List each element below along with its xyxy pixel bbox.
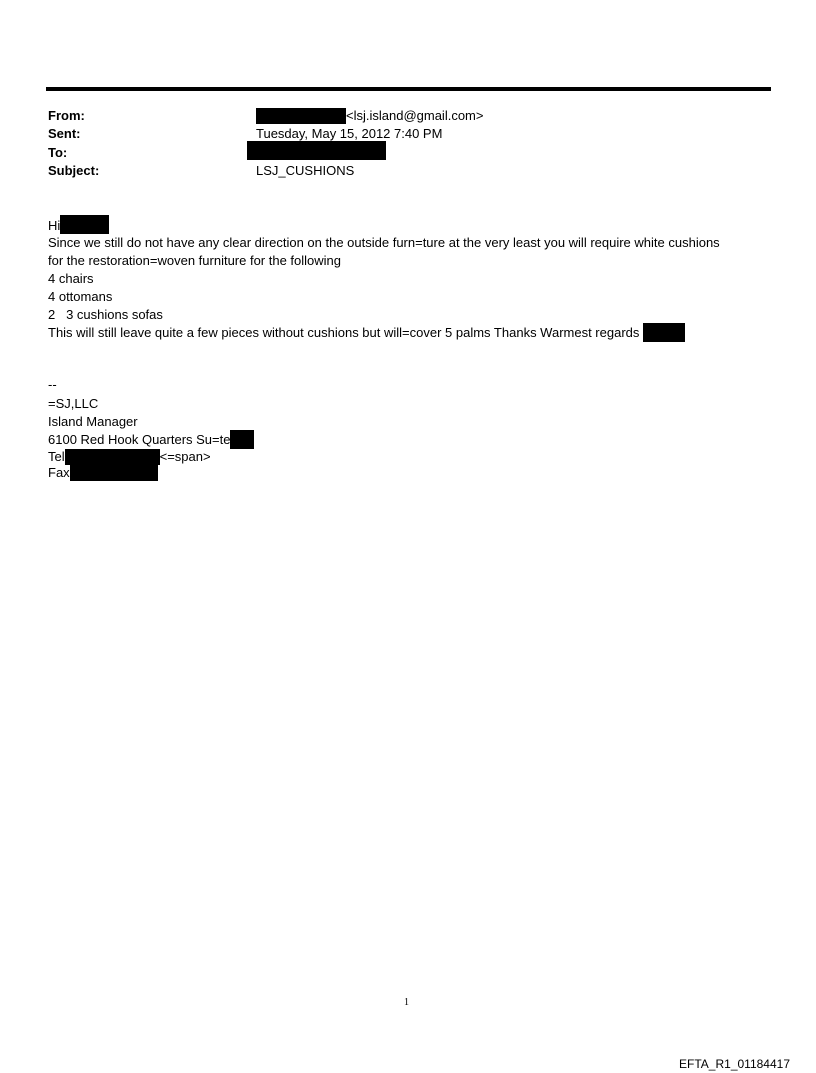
signature-address [48,432,254,449]
redaction-box [247,141,386,160]
list-item: 4 ottomans [48,289,113,304]
from-value [256,108,483,124]
page-number: 1 [404,997,409,1008]
greeting-line [48,218,109,234]
redaction-box [60,215,109,234]
signature-title: Island Manager [48,414,138,429]
signature-fax [48,465,158,481]
list-item: 4 chairs [48,271,94,286]
to-value [247,141,386,160]
fax-prefix: Fax [48,465,70,480]
closing-text: This will still leave quite a few pieces without cushions but will=cover 5 palms Thanks Warmest regards [48,325,640,340]
signature-company: =SJ,LLC [48,396,99,411]
list-item: 2 3 cushions sofas [48,307,163,322]
tel-suffix: <=span> [159,449,211,464]
body-line-3 [48,325,685,342]
greeting: Hi [48,218,61,233]
to-label: To: [48,145,68,160]
redaction-box [643,323,685,342]
tel-prefix: Tel [48,449,65,464]
address-text: 6100 Red Hook Quarters Su=te [48,432,231,447]
redaction-box [256,108,346,124]
redaction-box [230,430,254,449]
sent-label: Sent: [48,126,81,141]
subject-label: Subject: [48,163,100,178]
document-id: EFTA_R1_01184417 [679,1057,790,1071]
redaction-box [70,465,158,481]
redaction-box [65,449,160,465]
signature-tel [48,449,211,465]
header-rule [46,87,771,91]
body-line-2: for the restoration=woven furniture for the following [48,253,342,268]
from-email: <lsj.island@gmail.com> [346,108,484,123]
body-line-1: Since we still do not have any clear direction on the outside furn=ture at the very least you will require white cushions [48,235,720,250]
signature-separator: -- [48,377,57,392]
subject-value: LSJ_CUSHIONS [256,163,355,178]
sent-value: Tuesday, May 15, 2012 7:40 PM [256,126,443,141]
from-label: From: [48,108,85,123]
